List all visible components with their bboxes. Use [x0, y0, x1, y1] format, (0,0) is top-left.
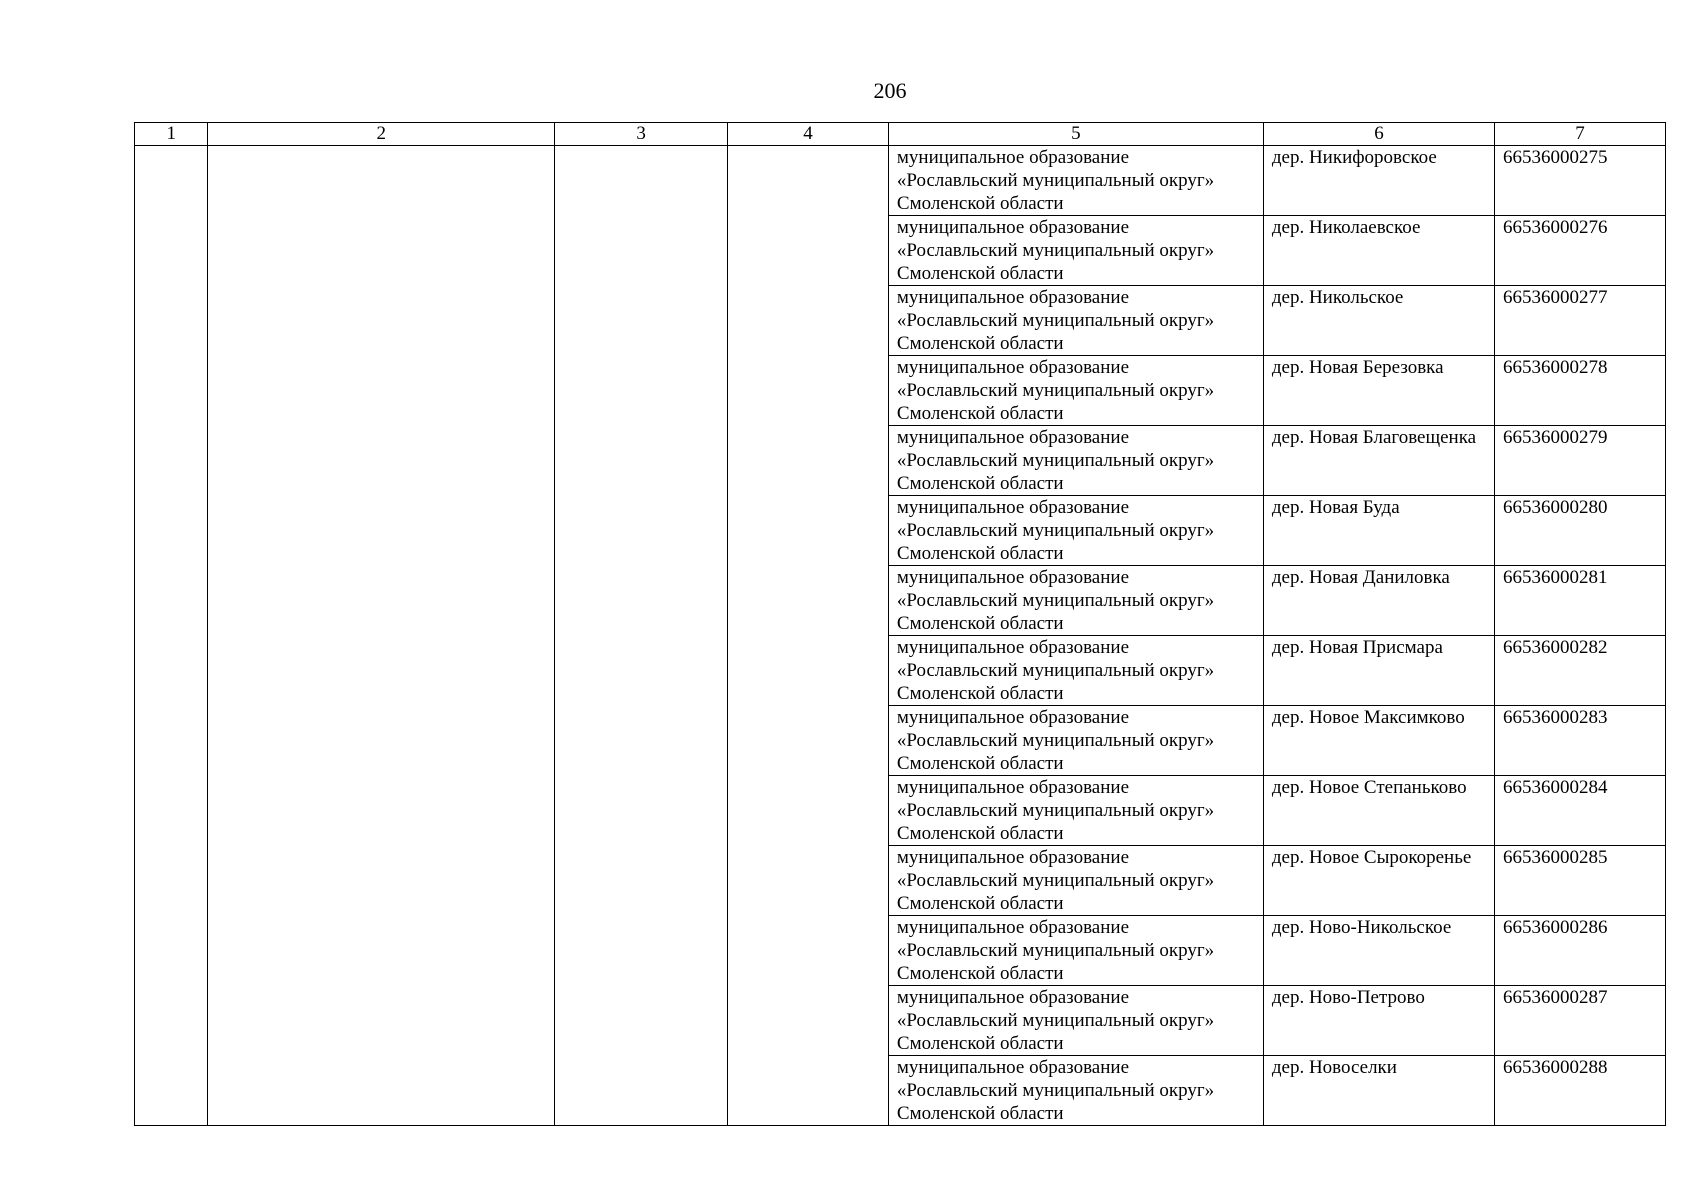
oktmo-code-cell: 66536000285 [1495, 846, 1666, 916]
column-number-3: 3 [555, 123, 728, 146]
table-body [135, 146, 1666, 1126]
municipality-line: «Рославльский муниципальный округ» [896, 310, 1215, 331]
oktmo-code-cell: 66536000282 [1495, 636, 1666, 706]
municipality-cell [888, 706, 1263, 776]
municipality-line: муниципальное образование [896, 497, 1130, 518]
municipality-line: «Рославльский муниципальный округ» [896, 170, 1215, 191]
municipality-line: «Рославльский муниципальный округ» [896, 380, 1215, 401]
municipality-cell [888, 146, 1263, 216]
municipality-cell [888, 636, 1263, 706]
municipality-cell [888, 916, 1263, 986]
settlement-cell: дер. Новая Присмара [1263, 636, 1494, 706]
municipality-line: Смоленской области [896, 473, 1064, 494]
municipality-line: муниципальное образование [896, 427, 1130, 448]
municipality-line: «Рославльский муниципальный округ» [896, 660, 1215, 681]
municipality-cell [888, 496, 1263, 566]
oktmo-code-cell: 66536000287 [1495, 986, 1666, 1056]
oktmo-code-cell: 66536000277 [1495, 286, 1666, 356]
settlement-cell: дер. Новая Буда [1263, 496, 1494, 566]
municipality-line: Смоленской области [896, 403, 1064, 424]
municipality-cell [888, 776, 1263, 846]
oktmo-code-cell: 66536000275 [1495, 146, 1666, 216]
registry-table [134, 122, 1666, 1126]
settlement-cell: дер. Ново-Петрово [1263, 986, 1494, 1056]
municipality-line: Смоленской области [896, 823, 1064, 844]
column-number-4: 4 [728, 123, 889, 146]
municipality-line: Смоленской области [896, 963, 1064, 984]
oktmo-code-cell: 66536000280 [1495, 496, 1666, 566]
municipality-line: муниципальное образование [896, 637, 1130, 658]
municipality-line: «Рославльский муниципальный округ» [896, 450, 1215, 471]
municipality-cell [888, 986, 1263, 1056]
municipality-line: Смоленской области [896, 333, 1064, 354]
column-number-row [135, 123, 1666, 146]
municipality-cell [888, 1056, 1263, 1126]
municipality-line: Смоленской области [896, 1103, 1064, 1124]
municipality-line: Смоленской области [896, 893, 1064, 914]
column-3-cell [555, 146, 728, 1126]
settlement-cell: дер. Никифоровское [1263, 146, 1494, 216]
settlement-cell: дер. Ново-Никольское [1263, 916, 1494, 986]
settlement-cell: дер. Новая Благовещенка [1263, 426, 1494, 496]
municipality-cell [888, 566, 1263, 636]
municipality-line: Смоленской области [896, 753, 1064, 774]
column-number-7: 7 [1495, 123, 1666, 146]
oktmo-code-cell: 66536000276 [1495, 216, 1666, 286]
municipality-cell [888, 426, 1263, 496]
municipality-cell [888, 846, 1263, 916]
municipality-line: муниципальное образование [896, 777, 1130, 798]
settlement-cell: дер. Николаевское [1263, 216, 1494, 286]
column-1-cell [135, 146, 208, 1126]
municipality-line: муниципальное образование [896, 917, 1130, 938]
oktmo-code-cell: 66536000279 [1495, 426, 1666, 496]
municipality-line: муниципальное образование [896, 987, 1130, 1008]
municipality-line: Смоленской области [896, 1033, 1064, 1054]
oktmo-code-cell: 66536000286 [1495, 916, 1666, 986]
municipality-line: муниципальное образование [896, 567, 1130, 588]
settlement-cell: дер. Новоселки [1263, 1056, 1494, 1126]
municipality-line: «Рославльский муниципальный округ» [896, 520, 1215, 541]
municipality-cell [888, 216, 1263, 286]
municipality-line: «Рославльский муниципальный округ» [896, 590, 1215, 611]
table-row [135, 146, 1666, 216]
settlement-cell: дер. Новое Максимково [1263, 706, 1494, 776]
municipality-line: муниципальное образование [896, 217, 1130, 238]
column-number-2: 2 [208, 123, 555, 146]
municipality-line: муниципальное образование [896, 1057, 1130, 1078]
municipality-line: Смоленской области [896, 613, 1064, 634]
municipality-line: Смоленской области [896, 683, 1064, 704]
settlement-cell: дер. Новое Степаньково [1263, 776, 1494, 846]
municipality-line: «Рославльский муниципальный округ» [896, 870, 1215, 891]
municipality-line: Смоленской области [896, 193, 1064, 214]
municipality-cell [888, 286, 1263, 356]
oktmo-code-cell: 66536000278 [1495, 356, 1666, 426]
column-number-5: 5 [888, 123, 1263, 146]
settlement-cell: дер. Новая Березовка [1263, 356, 1494, 426]
municipality-line: Смоленской области [896, 263, 1064, 284]
page-number: 206 [873, 78, 907, 103]
municipality-line: муниципальное образование [896, 357, 1130, 378]
column-4-cell [728, 146, 889, 1126]
oktmo-code-cell: 66536000284 [1495, 776, 1666, 846]
municipality-line: «Рославльский муниципальный округ» [896, 1080, 1215, 1101]
column-number-1: 1 [135, 123, 208, 146]
settlement-cell: дер. Никольское [1263, 286, 1494, 356]
municipality-line: муниципальное образование [896, 287, 1130, 308]
municipality-line: «Рославльский муниципальный округ» [896, 240, 1215, 261]
settlement-cell: дер. Новое Сырокоренье [1263, 846, 1494, 916]
municipality-line: «Рославльский муниципальный округ» [896, 1010, 1215, 1031]
municipality-line: Смоленской области [896, 543, 1064, 564]
municipality-line: «Рославльский муниципальный округ» [896, 800, 1215, 821]
oktmo-code-cell: 66536000283 [1495, 706, 1666, 776]
municipality-line: муниципальное образование [896, 847, 1130, 868]
column-2-cell [208, 146, 555, 1126]
municipality-line: «Рославльский муниципальный округ» [896, 940, 1215, 961]
settlement-cell: дер. Новая Даниловка [1263, 566, 1494, 636]
municipality-line: муниципальное образование [896, 147, 1130, 168]
oktmo-code-cell: 66536000281 [1495, 566, 1666, 636]
municipality-cell [888, 356, 1263, 426]
municipality-line: муниципальное образование [896, 707, 1130, 728]
municipality-line: «Рославльский муниципальный округ» [896, 730, 1215, 751]
oktmo-code-cell: 66536000288 [1495, 1056, 1666, 1126]
column-number-6: 6 [1263, 123, 1494, 146]
